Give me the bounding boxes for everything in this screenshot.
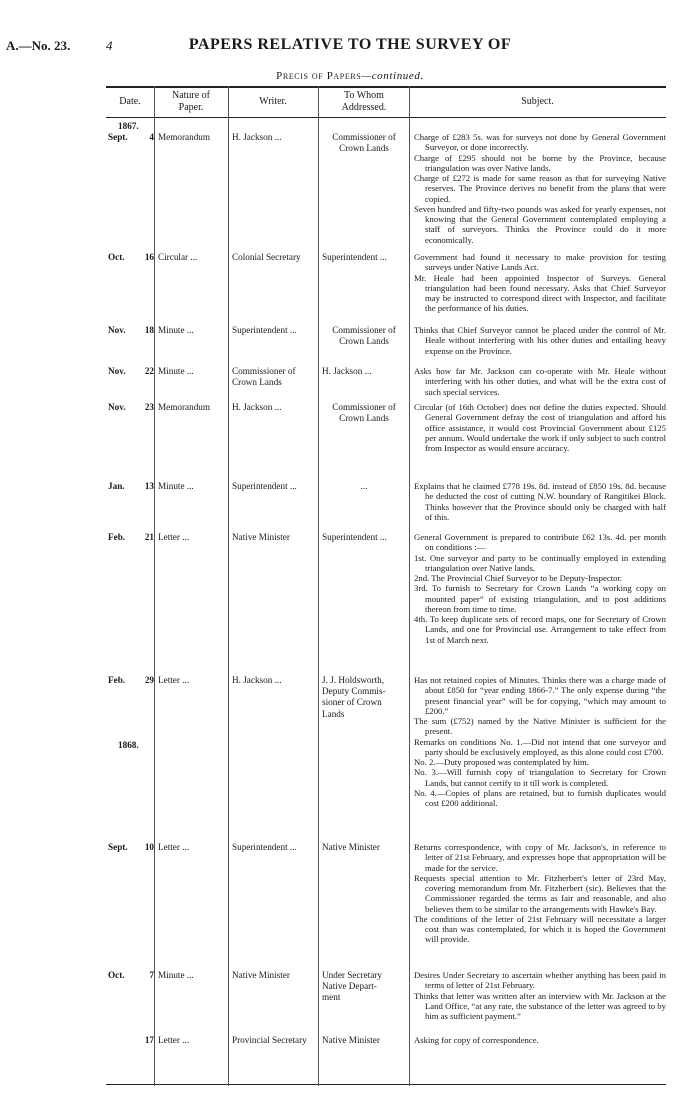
addressee-line: Commissioner of [332, 402, 396, 412]
entry-writer: H. Jackson ... [232, 675, 282, 685]
subject-paragraph: Charge of £272 is made for same reason as that for surveying Native reserves. The Province derives no benefit from the plans that were copied. [414, 173, 666, 204]
entry-addressee [322, 970, 382, 1004]
entry-nature: Letter ... [158, 532, 190, 542]
subject-paragraph: The conditions of the letter of 21st February will necessitate a larger cost than was contemplated, for which it is hoped the Government will provide. [414, 913, 666, 945]
entry-date [108, 132, 154, 143]
column-divider [154, 86, 155, 1086]
entry-writer: Native Minister [232, 970, 290, 980]
entry-date [108, 325, 154, 336]
subject-paragraph: Remarks on conditions No. 1.—Did not intend that one surveyor and party should be exclusively employed, as this alone could cost £700. [414, 736, 666, 757]
entry-addressee [322, 532, 387, 543]
entry-addressee [320, 132, 408, 154]
entry-date [108, 675, 154, 686]
entry-date [108, 970, 154, 981]
entry-nature: Circular ... [158, 252, 198, 262]
entry-month: Oct. [108, 970, 125, 980]
table-bottom-rule [106, 1084, 666, 1085]
addressee-line: ment [322, 992, 341, 1003]
subject-paragraph: 1st. One surveyor and party to be continually employed in extending triangulation over Native lands. [414, 552, 666, 573]
entry-month: Feb. [108, 675, 126, 685]
column-divider [318, 86, 319, 1086]
column-divider [228, 86, 229, 1086]
entry-nature: Letter ... [158, 675, 190, 685]
addressee-line: Commissioner of [332, 132, 396, 142]
subject-paragraph: Thinks that letter was written after an interview with Mr. Jackson at the Land Office, “at any rate, the substance of the letter was agreed to by him as sufficient payment.” [414, 990, 666, 1021]
addressee-line: sioner of Crown [322, 697, 382, 708]
entry-month: Sept. [108, 132, 128, 142]
entry-date [108, 366, 154, 377]
entry-writer: Superintendent ... [232, 325, 297, 335]
addressee-line: Deputy Commis- [322, 686, 386, 697]
addressee-line: Superintendent ... [322, 532, 387, 542]
entry-month: Nov. [108, 325, 126, 335]
subject-paragraph: Mr. Heale had been appointed Inspector of Surveys. General triangulation had been found necessary. Asks that Chief Surveyor may be instructed to correspond direct with Inspector, and facilitate the performance of his duties. [414, 272, 666, 314]
document-reference: A.—No. 23. [6, 38, 71, 53]
subject-paragraph: Asks how far Mr. Jackson can co-operate with Mr. Heale without interfering with his other duties, and what will be the extra cost of such special services. [414, 366, 666, 397]
entry-date [108, 842, 154, 853]
entry-subject [414, 842, 666, 945]
subject-paragraph: Desires Under Secretary to ascertain whether anything has been paid in terms of letter of 21st February. [414, 970, 666, 991]
entry-date [108, 532, 154, 543]
entry-nature: Memorandum [158, 402, 211, 412]
addressee-line: Commissioner of [332, 325, 396, 335]
year-label: 1867. [118, 121, 139, 131]
header-bottom-rule [106, 117, 666, 118]
entry-nature: Minute ... [158, 970, 194, 980]
entry-day: 23 [144, 402, 154, 412]
addressee-line: Native Depart- [322, 981, 377, 992]
entry-date [108, 252, 154, 263]
entry-addressee [322, 675, 386, 720]
entry-day: 10 [144, 842, 154, 852]
entry-month: Oct. [108, 252, 125, 262]
subject-paragraph: 3rd. To furnish to Secretary for Crown Lands “a working copy on mounted paper” of existing triangulation, and to post additions thereon from time to time. [414, 583, 666, 614]
subject-paragraph: Charge of £283 5s. was for surveys not done by General Government Surveyor, or done incorrectly. [414, 132, 666, 153]
entry-addressee [320, 481, 408, 492]
entry-nature: Letter ... [158, 1035, 190, 1045]
column-header-date: Date. [119, 96, 141, 107]
subject-paragraph: No. 3.—Will furnish copy of triangulation to Secretary for Crown Lands, but cannot certify to it till work is completed. [414, 767, 666, 788]
column-divider [409, 86, 410, 1086]
entry-subject [414, 252, 666, 314]
table-top-rule [106, 86, 666, 88]
subject-paragraph: Asking for copy of correspondence. [414, 1035, 539, 1045]
entry-subject [414, 366, 666, 397]
entry-writer: Colonial Secretary [232, 252, 301, 262]
subject-paragraph: Government had found it necessary to make provision for testing surveys under Native Lands Act. [414, 252, 666, 273]
entry-date [108, 481, 154, 492]
column-header-writer: Writer. [259, 96, 287, 107]
entry-addressee [322, 842, 380, 853]
addressee-line: Superintendent ... [322, 252, 387, 262]
subject-paragraph: The sum (£752) named by the Native Minister is sufficient for the present. [414, 716, 666, 737]
addressee-line: ... [360, 481, 368, 491]
entry-writer: Provincial Secretary [232, 1035, 307, 1045]
entry-writer: Superintendent ... [232, 481, 297, 491]
subject-paragraph: 4th. To keep duplicate sets of record maps, one for Secretary of Crown Lands, and one for Provincial use. Arrangement to take effect from 1st of March next. [414, 614, 666, 645]
entry-day: 22 [144, 366, 154, 376]
entry-nature: Letter ... [158, 842, 190, 852]
entry-day: 29 [144, 675, 154, 685]
entry-date [108, 402, 154, 413]
subject-paragraph: 2nd. The Provincial Chief Surveyor to be Deputy-Inspector. [414, 573, 623, 583]
entry-subject [414, 1035, 666, 1045]
entry-addressee [322, 252, 387, 263]
entry-writer: H. Jackson ... [232, 132, 282, 142]
entry-nature: Minute ... [158, 481, 194, 491]
entry-writer: Superintendent ... [232, 842, 297, 852]
addressee-line: Native Minister [322, 842, 380, 852]
addressee-line: Under Secretary [322, 970, 382, 980]
entry-month: Nov. [108, 366, 126, 376]
entry-day: 21 [144, 532, 154, 542]
subject-paragraph: Circular (of 16th October) does not define the duties expected. Should General Government defray the cost of triangulation and afford his office assistance, it would cost Provincial Government about £125 per annum. Would undertake the work if only subject to such control from Inspector as would ensure accuracy. [414, 402, 666, 453]
subtitle-continued: —continued. [361, 70, 424, 82]
addressee-line: Crown Lands [339, 143, 389, 154]
entry-subject [414, 675, 666, 808]
entry-month: Jan. [108, 481, 125, 491]
addressee-line: Crown Lands [339, 413, 389, 424]
subject-paragraph: Seven hundred and fifty-two pounds was asked for yearly expenses, not knowing that the General Government contemplated employing a staff of surveyors. Thinks the Province could do it more economically. [414, 203, 666, 245]
entry-writer: Commissioner of Crown Lands [232, 366, 296, 388]
addressee-line: Native Minister [322, 1035, 380, 1045]
column-header-nature: Nature of Paper. [171, 90, 211, 113]
page-title: PAPERS RELATIVE TO THE SURVEY OF [188, 36, 512, 53]
addressee-line: H. Jackson ... [322, 366, 372, 376]
entry-nature: Minute ... [158, 325, 194, 335]
entry-month: Nov. [108, 402, 126, 412]
entry-addressee [322, 366, 372, 377]
subject-paragraph: Charge of £295 should not be borne by the Province, because triangulation was over Native lands. [414, 152, 666, 173]
entry-day: 16 [144, 252, 154, 262]
subject-paragraph: General Government is prepared to contribute £62 13s. 4d. per month on conditions :— [414, 532, 666, 553]
entry-nature: Minute ... [158, 366, 194, 376]
page-number: 4 [106, 38, 113, 53]
entry-subject [414, 970, 666, 1021]
entry-subject [414, 481, 666, 522]
entry-subject [414, 402, 666, 453]
addressee-line: Crown Lands [339, 336, 389, 347]
entry-subject [414, 132, 666, 245]
entry-day: 18 [144, 325, 154, 335]
subject-paragraph: Thinks that Chief Surveyor cannot be placed under the control of Mr. Heale without interfering with his other duties and entailing heavy expense on the Province. [414, 325, 666, 356]
entry-day: 7 [149, 970, 154, 980]
subject-paragraph: No. 4.—Copies of plans are retained, but to furnish duplicates would cost £200 additional. [414, 787, 666, 808]
subject-paragraph: Requests special attention to Mr. Fitzherbert's letter of 23rd May, covering memorandum from Mr. Fitzherbert (sic). Believes that the Commissioner regarded the terms as fair and reasonable, and also believes them to be similar to the arrangements with Hawke's Bay. [414, 872, 666, 914]
year-label: 1868. [118, 740, 139, 750]
column-header-to-whom: To Whom Addressed. [341, 90, 387, 113]
entry-month: Feb. [108, 532, 126, 542]
entry-addressee [320, 325, 408, 347]
subtitle-main: Precis of Papers [276, 70, 362, 82]
subject-paragraph: Explains that he claimed £778 19s. 8d. instead of £850 19s. 8d. because he deducted the cost of cutting N.W. boundary of Rangitikei Block. Thinks however that the Province should only be charged with half of this. [414, 481, 666, 522]
entry-addressee [322, 1035, 380, 1046]
subject-paragraph: No. 2.—Duty proposed was contemplated by him. [414, 757, 589, 767]
entry-day: 4 [149, 132, 154, 142]
section-subtitle [0, 70, 700, 82]
addressee-line: J. J. Holdsworth, [322, 675, 385, 685]
entry-day: 13 [144, 481, 154, 491]
column-header-subject: Subject. [521, 96, 554, 107]
entry-nature: Memorandum [158, 132, 211, 142]
addressee-line: Lands [322, 708, 345, 719]
entry-subject [414, 325, 666, 356]
entry-subject [414, 532, 666, 645]
subject-paragraph: Has not retained copies of Minutes. Thinks there was a charge made of about £850 for “year ending 1866-7.” The only expense during “the present financial year” will be for copying, “which may amount to £200.” [414, 675, 666, 716]
entry-addressee [320, 402, 408, 424]
entry-day: 17 [144, 1035, 154, 1045]
entry-writer: Native Minister [232, 532, 290, 542]
entry-writer: H. Jackson ... [232, 402, 282, 412]
entry-month: Sept. [108, 842, 128, 852]
subject-paragraph: Returns correspondence, with copy of Mr. Jackson's, in reference to letter of 21st February, and expresses hope that appropriation will be made for the service. [414, 842, 666, 873]
